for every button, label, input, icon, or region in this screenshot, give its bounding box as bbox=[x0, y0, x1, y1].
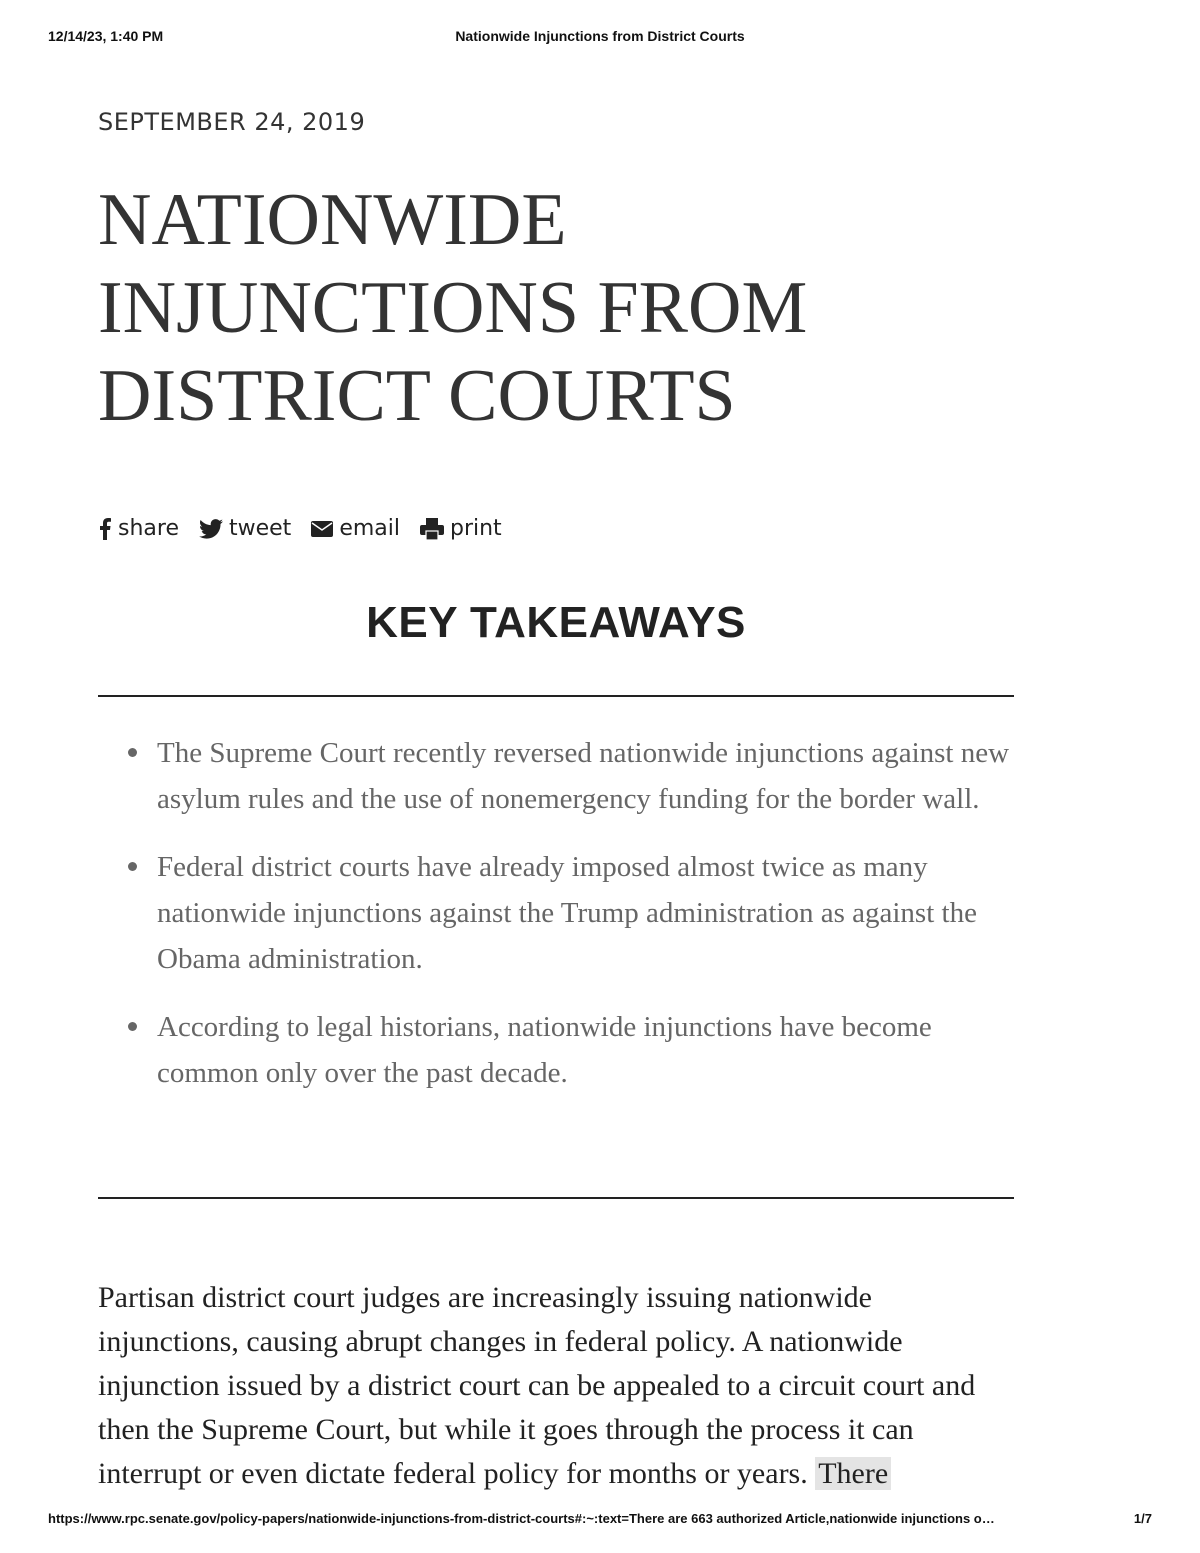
divider-top bbox=[98, 695, 1014, 697]
highlighted-text: There bbox=[815, 1457, 891, 1490]
list-item bbox=[98, 730, 1014, 822]
envelope-icon bbox=[311, 521, 333, 537]
print-timestamp: 12/14/23, 1:40 PM bbox=[48, 28, 164, 44]
twitter-icon bbox=[199, 519, 223, 539]
share-label: share bbox=[118, 516, 179, 541]
divider-bottom bbox=[98, 1197, 1014, 1199]
print-label: print bbox=[449, 516, 502, 541]
bullet-icon bbox=[128, 862, 137, 871]
print-header bbox=[48, 28, 1152, 48]
tweet-label: tweet bbox=[228, 516, 292, 541]
print-button[interactable] bbox=[420, 516, 502, 541]
body-paragraph-text: Partisan district court judges are increasingly issuing nationwide injunctions, causing abrupt changes in federal policy. A nationwide injunction issued by a district court can be appealed to a circuit court and then the Supreme Court, but while it goes through the process it can interrupt or even dictate federal policy for months or years. bbox=[98, 1281, 976, 1490]
bullet-icon bbox=[128, 1022, 137, 1031]
key-takeaways-heading: KEY TAKEAWAYS bbox=[366, 598, 746, 647]
print-footer bbox=[48, 1511, 1152, 1531]
key-takeaways-list bbox=[98, 730, 1014, 1118]
takeaway-text: The Supreme Court recently reversed nationwide injunctions against new asylum rules and the use of nonemergency funding for the border wall. bbox=[157, 737, 1010, 815]
email-label: email bbox=[339, 516, 400, 541]
body-paragraph bbox=[98, 1276, 998, 1496]
bullet-icon bbox=[128, 748, 137, 757]
article-title: NATIONWIDE INJUNCTIONS FROM DISTRICT COURTS bbox=[98, 179, 808, 437]
page-number: 1/7 bbox=[1133, 1511, 1152, 1526]
share-bar bbox=[98, 516, 502, 541]
tweet-button[interactable] bbox=[199, 516, 291, 541]
printer-icon bbox=[420, 518, 444, 540]
facebook-icon bbox=[98, 518, 112, 540]
email-button[interactable] bbox=[311, 516, 400, 541]
print-url: https://www.rpc.senate.gov/policy-papers/nationwide-injunctions-from-district-courts#:~:text=There are 663 authorized Article,nationwide injunctions o… bbox=[48, 1511, 995, 1526]
article-date: SEPTEMBER 24, 2019 bbox=[98, 108, 366, 136]
list-item bbox=[98, 844, 1014, 982]
list-item bbox=[98, 1004, 1014, 1096]
share-button[interactable] bbox=[98, 516, 179, 541]
takeaway-text: According to legal historians, nationwide injunctions have become common only over the past decade. bbox=[157, 1011, 932, 1089]
print-document-title: Nationwide Injunctions from District Courts bbox=[455, 28, 745, 44]
takeaway-text: Federal district courts have already imposed almost twice as many nationwide injunctions against the Trump administration as against the Obama administration. bbox=[157, 851, 977, 975]
